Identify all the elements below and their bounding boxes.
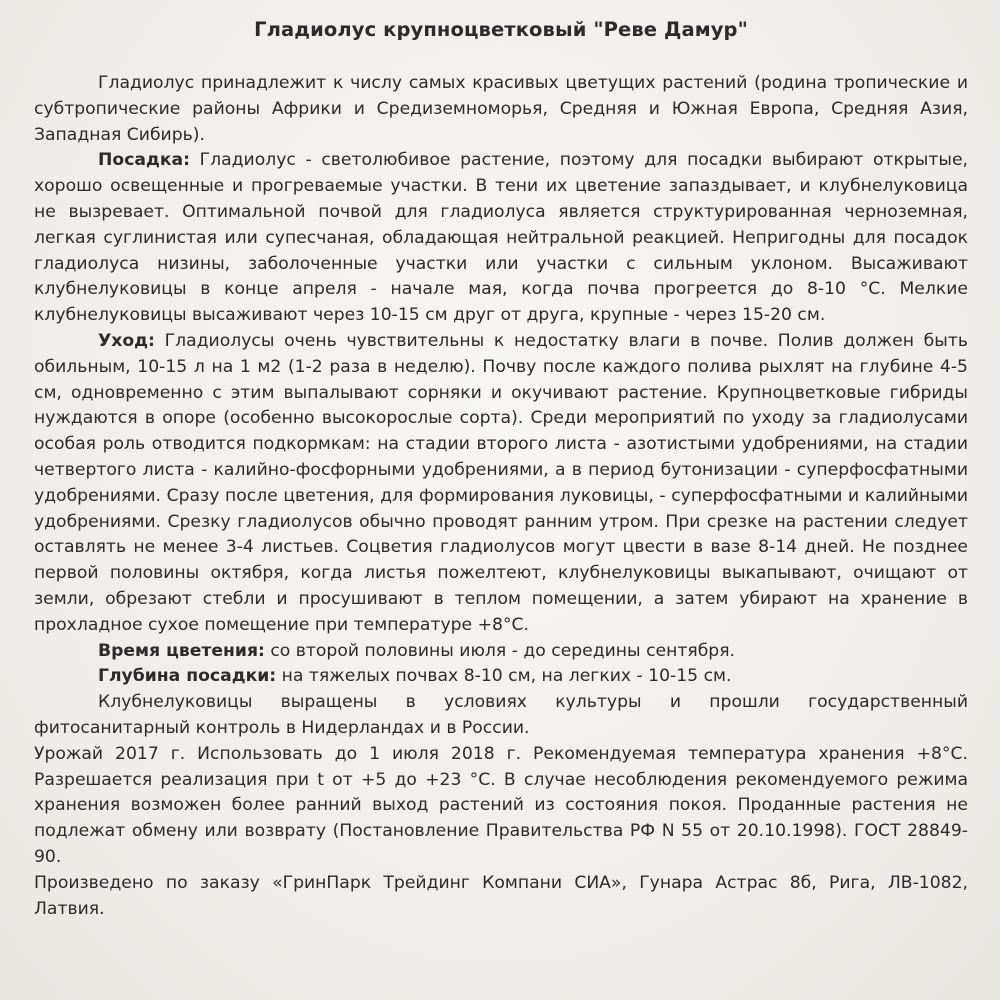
planting-text: Гладиолус - светолюбивое растение, поэтому для посадки выбирают открытые, хорошо освещенные и прогреваемые участки. В тени их цветение запаздывает, и клубнелуковица не вызревает. Оптимальной почвой для гладиолуса является структурированная черноземная, легкая суглинистая или супесчаная, обладающая нейтральной реакцией. Непригодны для посадок гладиолуса низины, заболоченные участки или участки с сильным уклоном. Высаживают клубнелуковицы в конце апреля - начале мая, когда почва прогреется до 8-10 °С. Мелкие клубнелуковицы высаживают через 10-15 см друг от друга, крупные - через 15-20 см. (34, 150, 968, 326)
storage-paragraph (34, 742, 968, 871)
certification-text: Клубнелуковицы выращены в условиях культуры и прошли государственный фитосанитарный контроль в Нидерландах и в России. (34, 692, 968, 738)
storage-text: Урожай 2017 г. Использовать до 1 июля 2018 г. Рекомендуемая температура хранения +8°С. Разрешается реализация при t от +5 до +23 °С. В случае несоблюдения рекомендуемого режима хранения возможен более ранний выход растений из состояния покоя. Проданные растения не подлежат обмену или возврату (Постановление Правительства РФ N 55 от 20.10.1998). ГОСТ 28849-90. (34, 743, 968, 867)
care-label: Уход: (98, 330, 155, 351)
planting-label: Посадка: (98, 150, 190, 171)
planting-paragraph (34, 148, 968, 329)
depth-text: на тяжелых почвах 8-10 см, на легких - 10-15 см. (276, 666, 732, 687)
bloom-text: со второй половины июля - до середины сентября. (264, 640, 736, 661)
depth-paragraph (34, 664, 968, 690)
manufacturer-paragraph (34, 871, 968, 923)
intro-text: Гладиолус принадлежит к числу самых красивых цветущих растений (родина тропические и субтропические районы Африки и Средиземноморья, Средняя и Южная Европа, Средняя Азия, Западная Сибирь). (34, 73, 968, 145)
care-paragraph (34, 329, 968, 639)
manufacturer-text: Произведено по заказу «ГринПарк Трейдинг Компани СИА», Гунара Астрас 8б, Рига, ЛВ-1082, Латвия. (34, 872, 968, 919)
bloom-paragraph (34, 639, 968, 665)
certification-paragraph (34, 690, 968, 742)
intro-paragraph (34, 71, 968, 148)
depth-label: Глубина посадки: (98, 666, 277, 687)
care-text: Гладиолусы очень чувствительны к недостатку влаги в почве. Полив должен быть обильным, 10-15 л на 1 м2 (1-2 раза в неделю). Почву после каждого полива рыхлят на глубине 4-5 см, одновременно с этим выпалывают сорняки и окучивают растение. Крупноцветковые гибриды нуждаются в опоре (особенно высокорослые сорта). Среди мероприятий по уходу за гладиолусами особая роль отводится подкормкам: на стадии второго листа - азотистыми удобрениями, на стадии четвертого листа - калийно-фосфорными удобрениями, а в период бутонизации - суперфосфатными удобрениями. Сразу после цветения, для формирования луковицы, - суперфосфатными и калийными удобрениями. Срезку гладиолусов обычно проводят ранним утром. При срезке на растении следует оставлять не менее 3-4 листьев. Соцветия гладиолусов могут цвести в вазе 8-14 дней. Не позднее первой половины октября, когда листья пожелтеют, клубнелуковицы выкапывают, очищают от земли, обрезают стебли и просушивают в теплом помещении, а затем убирают на хранение в прохладное сухое помещение при температуре +8°С. (34, 330, 968, 635)
bloom-label: Время цветения: (98, 640, 265, 661)
page-title: Гладиолус крупноцветковый "Реве Дамур" (254, 18, 748, 41)
